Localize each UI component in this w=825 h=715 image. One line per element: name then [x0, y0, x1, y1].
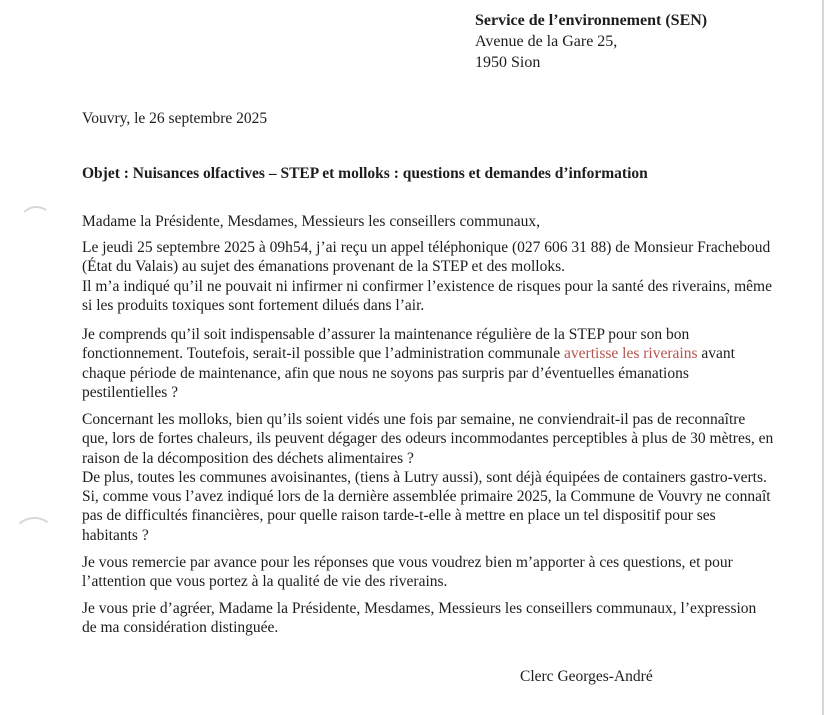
paragraph-text: Je comprends qu’il soit indispensable d’assurer la maintenance régulière de la STEP pour son bon fonctionnement. Toutefois, serait-il possible que l’administration communale [82, 326, 690, 363]
scan-artifact-arc [13, 516, 55, 550]
paragraph-2 [82, 325, 774, 402]
paragraph-5 [82, 599, 774, 638]
scan-page-edge [822, 0, 824, 715]
paragraph-1 [82, 238, 774, 315]
paragraph-text: Le jeudi 25 septembre 2025 à 09h54, j’ai reçu un appel téléphonique (027 606 31 88) de Monsieur Fracheboud (État du Valais) au sujet des émanations provenant de la STEP et des molloks. [82, 239, 771, 276]
paragraph-text: Je vous prie d’agréer, Madame la Présidente, Mesdames, Messieurs les conseillers communaux, l’expression de ma considération distinguée. [82, 600, 757, 637]
highlighted-text: avertisse les riverains [564, 345, 698, 363]
paragraph-4 [82, 553, 774, 592]
paragraph-3 [82, 410, 774, 545]
salutation: Madame la Présidente, Mesdames, Messieurs les conseillers communaux, [82, 213, 540, 230]
subject-line: Objet : Nuisances olfactives – STEP et molloks : questions et demandes d’information [82, 165, 648, 182]
paragraph-text: avant chaque période de maintenance, afin que nous ne soyons pas surpris par d’éventuelles émanations pestilentielles ? [82, 345, 735, 401]
address-name: Service de l’environnement (SEN) [475, 12, 708, 29]
signature-name: Clerc Georges-André [520, 668, 653, 685]
paragraph-text: Concernant les molloks, bien qu’ils soient vidés une fois par semaine, ne conviendrait-il pas de reconnaître que, lors de fortes chaleurs, ils peuvent dégager des odeurs incommodantes perceptibles à plus de 30 mètres, en raison de la décomposition des déchets alimentaires ? [82, 411, 774, 467]
paragraph-text: Il m’a indiqué qu’il ne pouvait ni infirmer ni confirmer l’existence de risques pour la santé des riverains, même si les produits toxiques sont fortement dilués dans l’air. [82, 277, 772, 314]
address-block [475, 10, 707, 73]
paragraph-text: Je vous remercie par avance pour les réponses que vous voudrez bien m’apporter à ces questions, et pour l’attention que vous portez à la qualité de vie des riverains. [82, 554, 733, 591]
scan-artifact-arc [19, 205, 53, 236]
address-city: 1950 Sion [475, 54, 541, 71]
date-line: Vouvry, le 26 septembre 2025 [82, 110, 268, 127]
paragraph-text: De plus, toutes les communes avoisinantes, (tiens à Lutry aussi), sont déjà équipées de containers gastro-verts. Si, comme vous l’avez indiqué lors de la dernière assemblée primaire 2025, la Commune de Vouvry ne connaît pas de difficultés financières, pour quelle raison tarde-t-elle à mettre en place un tel dispositif pour ses habitants ? [82, 468, 771, 544]
address-street: Avenue de la Gare 25, [475, 33, 618, 50]
